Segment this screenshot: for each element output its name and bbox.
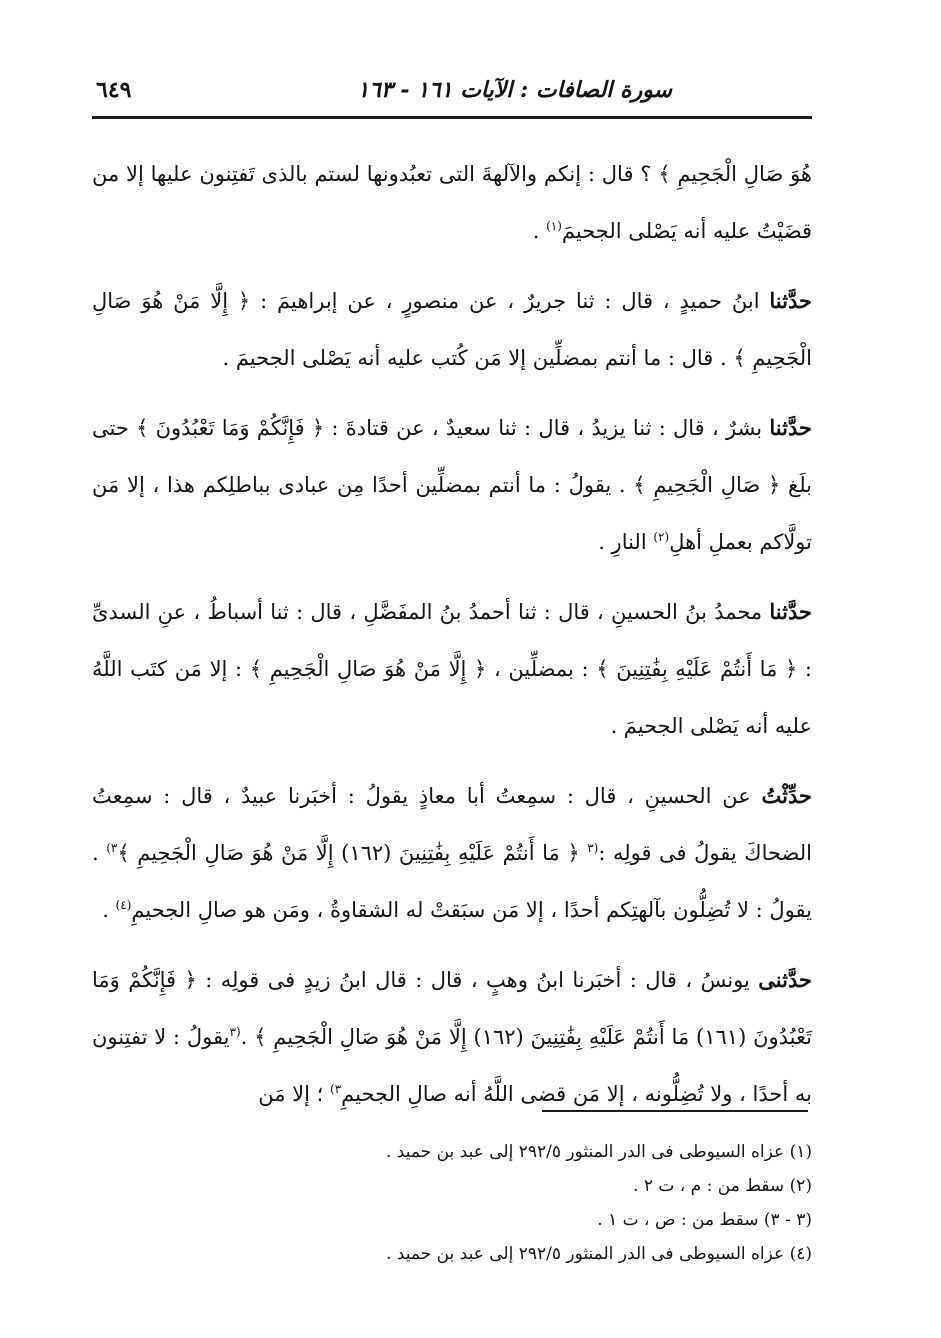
paragraph-text: يونسُ ، قال : أخبَرنا ابنُ وهبٍ ، قال : قال ابنُ زيدٍ فى قولِه : ﴿ فَإِنَّكُمْ وَمَا تَعْبُدُونَ (١٦١) مَا أَنتُمْ عَلَيْهِ بِفَٰتِنِينَ (١٦٢) إِلَّا مَنْ هُوَ صَالِ الْجَحِيمِ ﴾ . <box>92 968 812 1049</box>
page-header <box>92 70 812 110</box>
paragraph-4 <box>92 583 812 755</box>
paragraph-tail: ؛ إلا مَن <box>258 1082 331 1106</box>
main-text <box>92 146 812 1135</box>
footnote-2: (٢) سقط من : م ، ت ٢ . <box>633 1176 812 1196</box>
paragraph-6 <box>92 951 812 1123</box>
page-number: ٦٤٩ <box>96 77 132 103</box>
paragraph-tail: . <box>532 219 547 243</box>
paragraph-text: هُوَ صَالِ الْجَحِيمِ ﴾ ؟ قال : إنكم والآلهةَ التى تعبُدونها لستم بالذى تَفتِنون عليها إلا من قضَيْتُ عليه أنه يَصْلى الجحيمَ <box>92 162 812 243</box>
paragraph-tail: . <box>102 898 116 922</box>
running-title: سورة الصافات : الآيات ١٦١ - ١٦٣ <box>357 77 672 103</box>
paragraph-text: ابنُ حميدٍ ، قال : ثنا جريرٌ ، عن منصورٍ ، عن إبراهيمَ : ﴿ إِلَّا مَنْ هُوَ صَالِ الْجَحِيمِ ﴾ . قال : ما أنتم بمضلِّين إلا مَن كُتب عليه أنه يَصْلى الجحيمَ . <box>92 289 812 370</box>
isnad-lead-word: حدَّثنى <box>758 967 812 992</box>
book-page <box>92 60 812 1300</box>
paragraph-text: محمدُ بنُ الحسينِ ، قال : ثنا أحمدُ بنُ المفَضَّلِ ، قال : ثنا أسباطُ ، عنِ السدىِّ : ﴿ مَا أَنتُمْ عَلَيْهِ بِفَٰتِنِينَ ﴾ : بمضلِّين ، ﴿ إِلَّا مَنْ هُوَ صَالِ الْجَحِيمِ ﴾ : إلا مَن كتَب اللَّهُ عليه أنه يَصْلى الجحيمَ . <box>92 600 812 738</box>
footnote-ref-2: (٢) <box>653 530 670 544</box>
isnad-lead-word: حدَّثنا <box>769 599 812 624</box>
footnote-ref-3-close: ٣) <box>106 841 118 855</box>
paragraph-text: بشرٌ ، قال : ثنا يزيدُ ، قال : ثنا سعيدٌ ، عن قتادةَ : ﴿ فَإِنَّكُمْ وَمَا تَعْبُدُونَ ﴾ حتى بلَغ ﴿ صَالِ الْجَحِيمِ ﴾ . يقولُ : ما أنتم بمضلِّين أحدًا مِن عبادى بباطلِكم هذا ، إلا مَن تولَّاكم بعملِ أهلِ <box>92 416 812 554</box>
paragraph-text: عن الحسينِ ، قال : سمِعتُ أبا معاذٍ يقولُ : أخبَرنا عبيدٌ ، قال : سمِعتُ الضحاكَ يقولُ فى قولِه : <box>92 784 812 865</box>
footnote-divider <box>542 1110 808 1112</box>
paragraph-3 <box>92 399 812 571</box>
footnote-1: (١) عزاه السيوطى فى الدر المنثور ٢٩٢/٥ إلى عبد بن حميد . <box>385 1142 812 1162</box>
quran-quote: ﴿ مَا أَنتُمْ عَلَيْهِ بِفَٰتِنِينَ (١٦٢) إِلَّا مَنْ هُوَ صَالِ الْجَحِيمِ ﴾ <box>117 841 588 865</box>
paragraph-tail: النارِ . <box>598 530 654 554</box>
footnote-ref-3-open: (٣ <box>587 841 599 855</box>
paragraph-2 <box>92 272 812 387</box>
isnad-lead-word: حدَّثنا <box>769 415 812 440</box>
footnote-3: (٣ - ٣) سقط من : ص ، ت ١ . <box>597 1210 812 1230</box>
paragraph-5 <box>92 767 812 939</box>
footnote-4: (٤) عزاه السيوطى فى الدر المنثور ٢٩٢/٥ إلى عبد بن حميد . <box>385 1244 812 1264</box>
footnotes-section <box>92 1135 812 1271</box>
footnote-ref-4: (٤) <box>115 898 132 912</box>
footnote-ref-1: (١) <box>546 219 562 233</box>
isnad-lead-word: حدَّثنا <box>769 288 812 313</box>
footnote-ref-3-close: ٣) <box>330 1082 342 1096</box>
isnad-lead-word: حدِّثْتُ <box>761 783 812 808</box>
footnote-ref-3-open: (٣ <box>229 1025 241 1039</box>
header-divider <box>92 116 812 119</box>
paragraph-text-2: يقولُ : لا تفتِنون به أحدًا ، ولا تُضِلُّونه ، إلا مَن قضى اللَّهُ أنه صالِ الجحيمِ <box>92 1025 812 1106</box>
paragraph-text-2: . يقولُ : لا تُضِلُّون بآلهتِكم أحدًا ، إلا مَن سبَقتْ له الشقاوةُ ، ومَن هو صالِ الجحيمِ <box>92 841 812 922</box>
paragraph-1 <box>92 146 812 260</box>
